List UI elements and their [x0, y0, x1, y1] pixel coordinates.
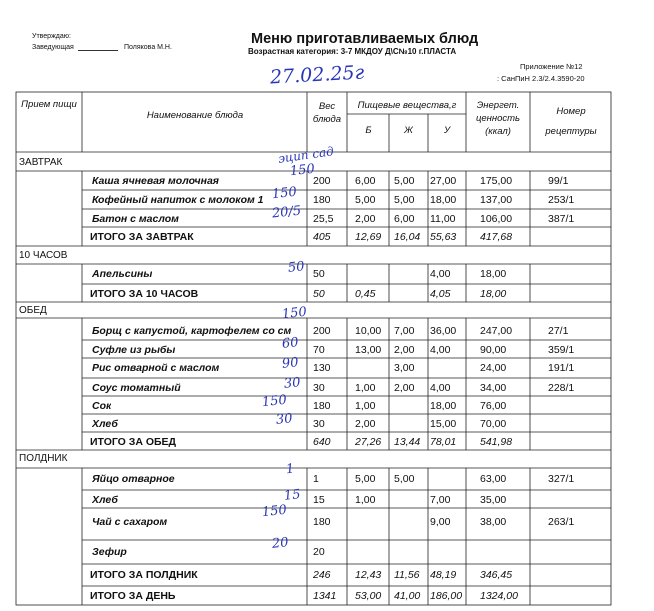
cell-kcal: 18,00 — [480, 288, 507, 300]
cell-zh: 41,00 — [394, 590, 421, 602]
cell-kcal: 24,00 — [480, 362, 507, 374]
total-label: ИТОГО ЗА ОБЕД — [90, 436, 177, 448]
cell-u: 9,00 — [430, 516, 451, 528]
cell-weight: 50 — [313, 268, 325, 280]
cell-kcal: 90,00 — [480, 344, 507, 356]
cell-zh: 11,56 — [394, 569, 420, 581]
page-title: Меню приготавливаемых блюд — [251, 31, 479, 47]
cell-weight: 1341 — [313, 590, 337, 602]
dish-name: Каша ячневая молочная — [92, 175, 219, 187]
dish-name: Хлеб — [92, 418, 118, 430]
cell-u: 15,00 — [430, 418, 457, 430]
cell-recipe: 253/1 — [548, 194, 575, 206]
handwritten-portion: 150 — [261, 502, 288, 521]
total-label: ИТОГО ЗА 10 ЧАСОВ — [90, 288, 199, 300]
cell-recipe: 387/1 — [548, 213, 575, 225]
handwritten-portion: 60 — [281, 335, 300, 352]
handwritten-portion: 20 — [271, 535, 290, 552]
cell-b: 6,00 — [355, 175, 376, 187]
header-fat: Ж — [404, 125, 413, 136]
cell-kcal: 63,00 — [480, 473, 507, 485]
cell-kcal: 106,00 — [480, 213, 513, 225]
dish-name: Зефир — [92, 546, 127, 558]
cell-u: 55,63 — [430, 231, 457, 243]
cell-weight: 15 — [313, 494, 325, 506]
cell-b: 2,00 — [355, 418, 376, 430]
header-protein: Б — [365, 125, 372, 136]
dish-name: Сок — [92, 400, 112, 412]
section-10-hours: 10 ЧАСОВ — [19, 250, 68, 261]
dish-name: Хлеб — [92, 494, 118, 506]
cell-b: 2,00 — [355, 213, 376, 225]
cell-zh: 5,00 — [394, 175, 415, 187]
cell-b: 12,69 — [355, 231, 382, 243]
cell-b: 53,00 — [355, 590, 382, 602]
cell-kcal: 247,00 — [480, 325, 513, 337]
cell-zh: 5,00 — [394, 473, 415, 485]
cell-u: 4,00 — [430, 344, 451, 356]
header-dish: Наименование блюда — [146, 110, 244, 121]
cell-kcal: 38,00 — [480, 516, 507, 528]
cell-b: 1,00 — [355, 382, 376, 394]
cell-u: 36,00 — [430, 325, 457, 337]
handwritten-portion: 90 — [281, 355, 300, 372]
cell-zh: 16,04 — [394, 231, 421, 243]
cell-zh: 13,44 — [394, 436, 421, 448]
cell-b: 5,00 — [355, 473, 376, 485]
cell-zh: 5,00 — [394, 194, 415, 206]
cell-kcal: 18,00 — [480, 268, 507, 280]
dish-name: Яйцо отварное — [92, 473, 175, 485]
cell-u: 4,00 — [430, 268, 451, 280]
head-label: Заведующая — [32, 44, 74, 51]
cell-weight: 25,5 — [313, 213, 334, 225]
cell-weight: 130 — [313, 362, 331, 374]
cell-u: 48,19 — [430, 569, 457, 581]
cell-recipe: 228/1 — [548, 382, 575, 394]
dish-name: Рис отварной с маслом — [92, 362, 220, 374]
cell-kcal: 34,00 — [480, 382, 507, 394]
cell-u: 27,00 — [430, 175, 457, 187]
header-carbs: У — [443, 125, 451, 136]
header-energy: Энергет. ценность (ккал) — [475, 100, 521, 137]
cell-u: 18,00 — [430, 194, 457, 206]
cell-weight: 30 — [313, 382, 325, 394]
cell-b: 27,26 — [355, 436, 382, 448]
dish-name: Соус томатный — [92, 382, 181, 394]
dish-name: Апельсины — [92, 268, 153, 280]
subtitle: Возрастная категория: 3-7 МКДОУ Д\С№10 г.ПЛАСТА — [248, 47, 457, 56]
cell-kcal: 1324,00 — [480, 590, 518, 602]
cell-weight: 180 — [313, 516, 331, 528]
sanpin-label: : СанПиН 2.3/2.4.3590-20 — [497, 74, 585, 83]
handwritten-portion: 150 — [261, 392, 288, 411]
handwritten-portion: 1 — [285, 461, 296, 478]
header-nutrients: Пищевые вещества,г — [357, 100, 457, 111]
total-label: ИТОГО ЗА ДЕНЬ — [90, 590, 176, 602]
cell-weight: 180 — [313, 400, 331, 412]
approved-label: Утверждаю: — [32, 33, 71, 40]
cell-weight: 640 — [313, 436, 331, 448]
dish-name: Суфле из рыбы — [92, 344, 176, 356]
cell-recipe: 99/1 — [548, 175, 569, 187]
cell-u: 4,00 — [430, 382, 451, 394]
cell-kcal: 35,00 — [480, 494, 507, 506]
dish-name: Кофейный напиток с молоком 1 — [92, 194, 264, 206]
cell-b: 5,00 — [355, 194, 376, 206]
handwritten-portion: 150 — [289, 161, 316, 180]
cell-zh: 7,00 — [394, 325, 415, 337]
cell-zh: 2,00 — [394, 344, 415, 356]
header-recipe: Номер рецептуры — [545, 106, 597, 137]
section-lunch: ОБЕД — [19, 305, 47, 316]
handwritten-breakfast-note: эцип сад — [277, 144, 335, 166]
dish-name: Чай с сахаром — [92, 516, 168, 528]
cell-weight: 180 — [313, 194, 331, 206]
cell-b: 1,00 — [355, 400, 376, 412]
cell-u: 11,00 — [430, 213, 456, 225]
cell-zh: 2,00 — [394, 382, 415, 394]
cell-kcal: 76,00 — [480, 400, 507, 412]
cell-weight: 200 — [313, 175, 331, 187]
cell-kcal: 541,98 — [480, 436, 513, 448]
cell-recipe: 263/1 — [548, 516, 575, 528]
cell-weight: 1 — [313, 473, 319, 485]
cell-recipe: 191/1 — [548, 362, 575, 374]
cell-u: 78,01 — [430, 436, 457, 448]
cell-zh: 3,00 — [394, 362, 415, 374]
cell-u: 18,00 — [430, 400, 457, 412]
handwritten-date: 27.02.25г — [269, 61, 365, 89]
cell-kcal: 175,00 — [480, 175, 513, 187]
handwritten-portion: 50 — [287, 259, 306, 276]
section-snack: ПОЛДНИК — [19, 453, 68, 464]
cell-b: 10,00 — [355, 325, 382, 337]
cell-weight: 405 — [313, 231, 331, 243]
cell-b: 13,00 — [355, 344, 382, 356]
handwritten-portion: 30 — [283, 375, 302, 392]
cell-b: 1,00 — [355, 494, 376, 506]
handwritten-portion: 20/5 — [271, 203, 302, 222]
appendix-label: Приложение №12 — [520, 62, 583, 71]
handwritten-portion: 150 — [281, 304, 308, 323]
dish-name: Борщ с капустой, картофелем со см — [92, 325, 292, 337]
cell-u: 4,05 — [430, 288, 451, 300]
cell-b: 0,45 — [355, 288, 376, 300]
header-weight: Вес блюда — [312, 101, 342, 125]
cell-recipe: 327/1 — [548, 473, 575, 485]
cell-weight: 246 — [313, 569, 331, 581]
cell-kcal: 417,68 — [480, 231, 513, 243]
dish-name: Батон с маслом — [92, 213, 179, 225]
cell-recipe: 359/1 — [548, 344, 575, 356]
cell-weight: 200 — [313, 325, 331, 337]
cell-kcal: 346,45 — [480, 569, 513, 581]
cell-kcal: 70,00 — [480, 418, 507, 430]
handwritten-portion: 30 — [275, 411, 294, 428]
cell-u: 186,00 — [430, 590, 463, 602]
handwritten-portion: 15 — [283, 487, 302, 504]
total-label: ИТОГО ЗА ПОЛДНИК — [90, 569, 198, 581]
cell-u: 7,00 — [430, 494, 451, 506]
cell-weight: 20 — [313, 546, 325, 558]
section-breakfast: ЗАВТРАК — [19, 157, 63, 168]
cell-b: 12,43 — [355, 569, 382, 581]
cell-weight: 50 — [313, 288, 325, 300]
handwritten-portion: 150 — [271, 184, 298, 203]
header-meal: Прием пищи — [21, 99, 77, 110]
cell-kcal: 137,00 — [480, 194, 513, 206]
cell-weight: 30 — [313, 418, 325, 430]
cell-recipe: 27/1 — [548, 325, 569, 337]
cell-zh: 6,00 — [394, 213, 415, 225]
head-name: Полякова М.Н. — [124, 44, 172, 51]
cell-weight: 70 — [313, 344, 325, 356]
total-label: ИТОГО ЗА ЗАВТРАК — [90, 231, 194, 243]
